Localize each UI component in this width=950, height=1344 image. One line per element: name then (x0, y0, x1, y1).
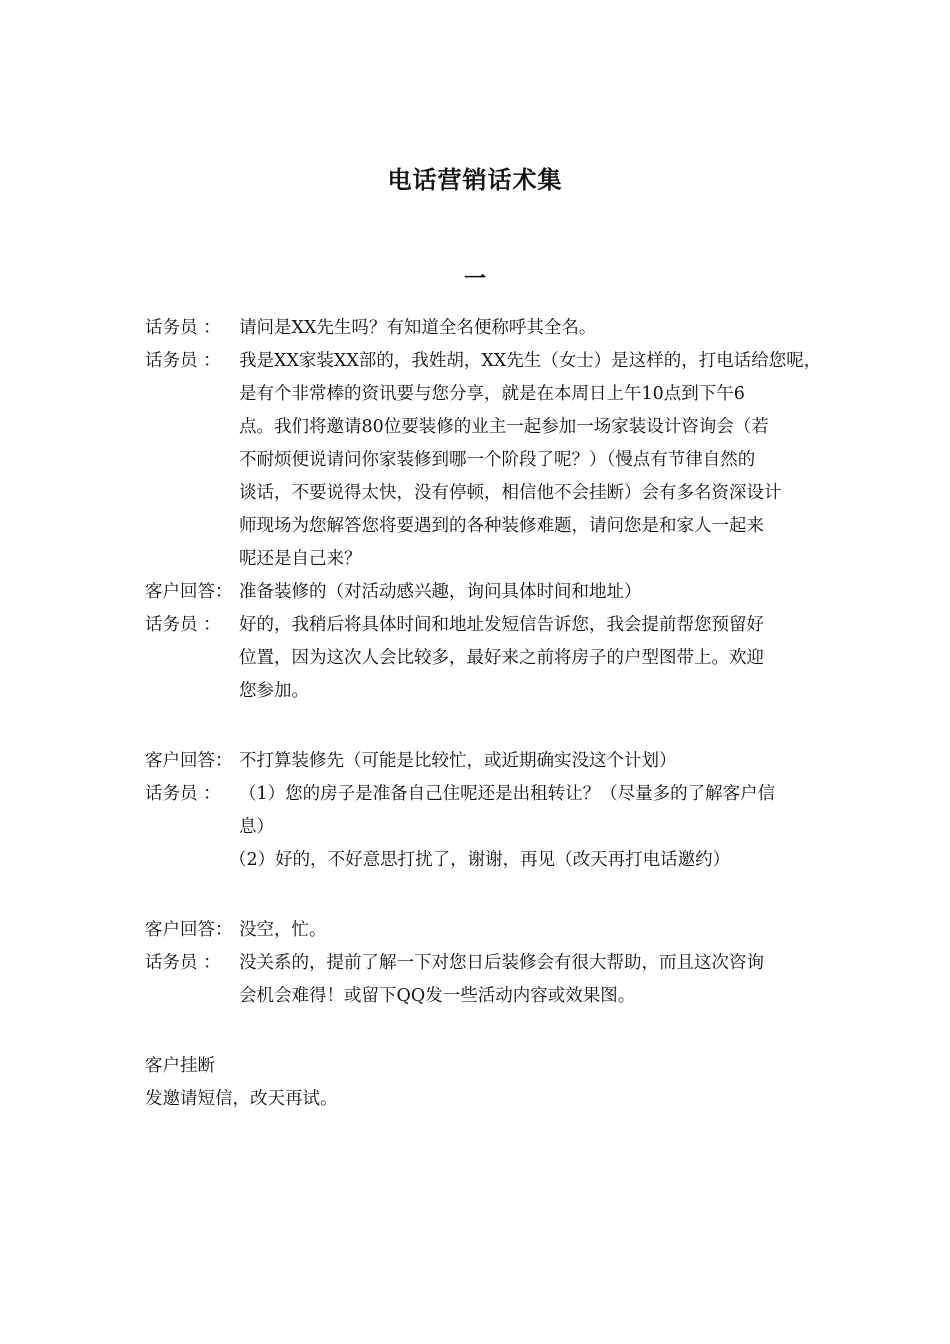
dialogue-entry (145, 609, 825, 708)
text-line: 我是XX家装XX部的，我姓胡，XX先生（女士）是这样的，打电话给您呢， (239, 351, 822, 371)
spacer (145, 708, 825, 745)
text-line: 会机会难得！或留下QQ发一些活动内容或效果图。 (239, 986, 636, 1006)
section-heading: 一 (463, 266, 486, 292)
speaker-label: 话务员 ： (145, 953, 221, 973)
text-line: 点。我们将邀请80位要装修的业主一起参加一场家装设计咨询会（若 (239, 417, 769, 437)
closing-note: 发邀请短信，改天再试。 (145, 1089, 338, 1109)
dialogue-entry (145, 778, 825, 844)
script-body (145, 312, 825, 1116)
text-line: 师现场为您解答您将要遇到的各种装修难题，请问您是和家人一起来 (239, 516, 764, 536)
text-line: 不耐烦便说请问你家装修到哪一个阶段了呢？）（慢点有节律自然的 (239, 450, 756, 470)
closing-note: 客户挂断 (145, 1056, 215, 1076)
dialogue-text (239, 778, 825, 844)
text-line: 您参加。 (239, 681, 309, 701)
text-line: 没关系的，提前了解一下对您日后装修会有很大帮助，而且这次咨询 (239, 953, 764, 973)
speaker-label: 话务员 ： (145, 784, 221, 804)
dialogue-entry (145, 312, 825, 345)
text-line: 请问是XX先生吗？有知道全名便称呼其全名。 (239, 318, 597, 338)
dialogue-text (239, 947, 825, 1013)
dialogue-text (239, 745, 825, 778)
dialogue-text (239, 609, 825, 708)
dialogue-entry (145, 745, 825, 778)
dialogue-option: （2）好的，不好意思打扰了，谢谢，再见（改天再打电话邀约） (229, 850, 731, 870)
text-line: 准备装修的（对活动感兴趣，询问具体时间和地址） (239, 582, 642, 602)
text-line: 好的，我稍后将具体时间和地址发短信告诉您，我会提前帮您预留好 (239, 615, 764, 635)
text-line: 是有个非常棒的资讯要与您分享，就是在本周日上午10点到下午6 (239, 384, 745, 404)
text-line: 息） (239, 817, 274, 837)
dialogue-text (239, 312, 825, 345)
speaker-label: 话务员 ： (145, 351, 221, 371)
speaker-label: 客户回答： (145, 751, 233, 771)
dialogue-text (239, 576, 825, 609)
text-line: 没空，忙。 (239, 920, 327, 940)
dialogue-entry (145, 576, 825, 609)
speaker-label: 话务员 ： (145, 615, 221, 635)
document-title: 电话营销话术集 (387, 165, 563, 194)
dialogue-entry (145, 947, 825, 1013)
text-line: 位置，因为这次人会比较多，最好来之前将房子的户型图带上。欢迎 (239, 648, 764, 668)
speaker-label: 话务员 ： (145, 318, 221, 338)
dialogue-entry (145, 914, 825, 947)
spacer (145, 877, 825, 914)
speaker-label: 客户回答： (145, 920, 233, 940)
dialogue-entry (145, 345, 825, 576)
speaker-label: 客户回答： (145, 582, 233, 602)
text-line: 谈话，不要说得太快，没有停顿，相信他不会挂断）会有多名资深设计 (239, 483, 782, 503)
spacer (145, 1013, 825, 1050)
text-line: 呢还是自己来？ (239, 549, 362, 569)
dialogue-text (239, 345, 825, 576)
text-line: 不打算装修先（可能是比较忙，或近期确实没这个计划） (239, 751, 677, 771)
dialogue-text (239, 914, 825, 947)
text-line: （1）您的房子是准备自己住呢还是出租转让？（尽量多的了解客户信 (239, 784, 776, 804)
